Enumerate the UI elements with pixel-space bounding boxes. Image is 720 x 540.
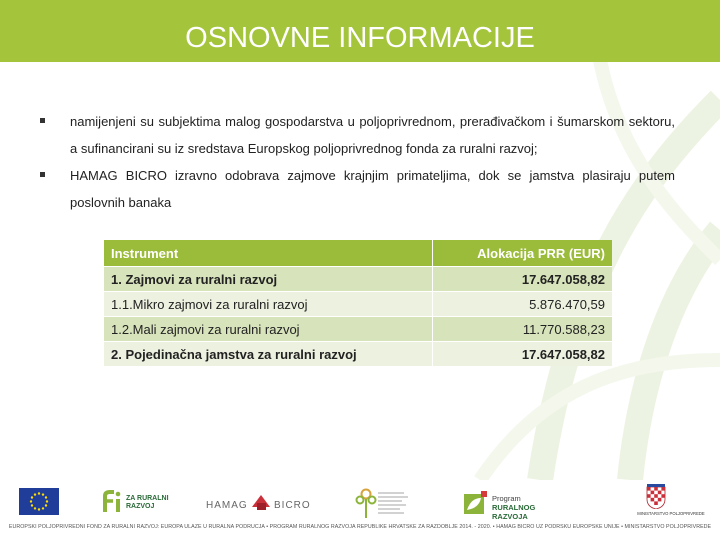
instrument-cell: 1.1.Mikro zajmovi za ruralni razvoj: [104, 292, 432, 317]
bullet-marker-icon: [40, 172, 45, 177]
column-header-allocation: Alokacija PRR (EUR): [432, 240, 612, 267]
croatian-coat-of-arms-icon: [646, 483, 666, 509]
table-row: [104, 317, 612, 342]
table-header-row: [104, 240, 612, 267]
hamag-bicro-logo: [206, 491, 310, 517]
allocation-table: [104, 240, 612, 366]
instrument-cell: 1.2.Mali zajmovi za ruralni razvoj: [104, 317, 432, 342]
footer-logos: [0, 483, 720, 523]
ministry-label: MINISTARSTVO POLJOPRIVREDE: [637, 511, 705, 516]
program-ruralnog-razvoja-logo: [463, 490, 573, 521]
list-item: [40, 162, 675, 216]
fi-logo-line1: ZA RURALNI: [126, 495, 169, 502]
table-row: [104, 267, 612, 292]
footer-disclaimer: EUROPSKI POLJOPRIVREDNI FOND ZA RURALNI RAZVOJ: EUROPA ULAŽE U RURALNA PODRUČJA • PROGRAM RURALNOG RAZVOJA REPUBLIKE HRVATSKE ZA RAZDOBLJE 2014. - 2020. • HAMAG BICRO UZ PODRŠKU EUROPSKE UNIJE • MINISTARSTVO POLJOPRIVREDE: [8, 524, 712, 530]
bullet-text: namijenjeni su subjektima malog gospodarstva u poljoprivrednom, prerađivačkom i šumarskom sektoru, a sufinancirani su iz sredstava Europskog poljoprivrednog fonda za ruralni razvoj;: [70, 114, 675, 156]
hamag-label: HAMAG: [206, 500, 248, 511]
instrument-cell: 1. Zajmovi za ruralni razvoj: [104, 267, 432, 292]
ministry-logo: [636, 483, 706, 521]
bullet-list: [40, 108, 675, 216]
instrument-cell: 2. Pojedinačna jamstva za ruralni razvoj: [104, 342, 432, 367]
bullet-text: HAMAG BICRO izravno odobrava zajmove krajnjim primateljima, dok se jamstva plasiraju putem poslovnih banaka: [70, 168, 675, 210]
flower-emblem-icon: [354, 486, 378, 520]
allocation-cell: 17.647.058,82: [432, 342, 612, 367]
bullet-marker-icon: [40, 118, 45, 123]
hamag-bicro-emblem-icon: [250, 491, 272, 513]
list-item: [40, 108, 675, 162]
page-title: OSNOVNE INFORMACIJE: [185, 22, 535, 54]
allocation-cell: 11.770.588,23: [432, 317, 612, 342]
table-row: [104, 342, 612, 367]
tiny-text-lines-icon: [378, 490, 410, 518]
eu-flag-icon: [19, 488, 59, 520]
fi-leaf-icon: [102, 490, 124, 514]
fi-compass-logo: [102, 490, 172, 518]
allocation-cell: 5.876.470,59: [432, 292, 612, 317]
leader-emblem-logo: [354, 486, 414, 520]
fi-logo-line2: RAZVOJ: [126, 503, 155, 510]
program-line1: Program: [492, 494, 521, 503]
table-row: [104, 292, 612, 317]
program-leaf-icon: [463, 490, 489, 516]
program-line2: RURALNOG RAZVOJA: [492, 503, 536, 521]
column-header-instrument: Instrument: [104, 240, 432, 267]
allocation-cell: 17.647.058,82: [432, 267, 612, 292]
bicro-label: BICRO: [274, 500, 311, 511]
